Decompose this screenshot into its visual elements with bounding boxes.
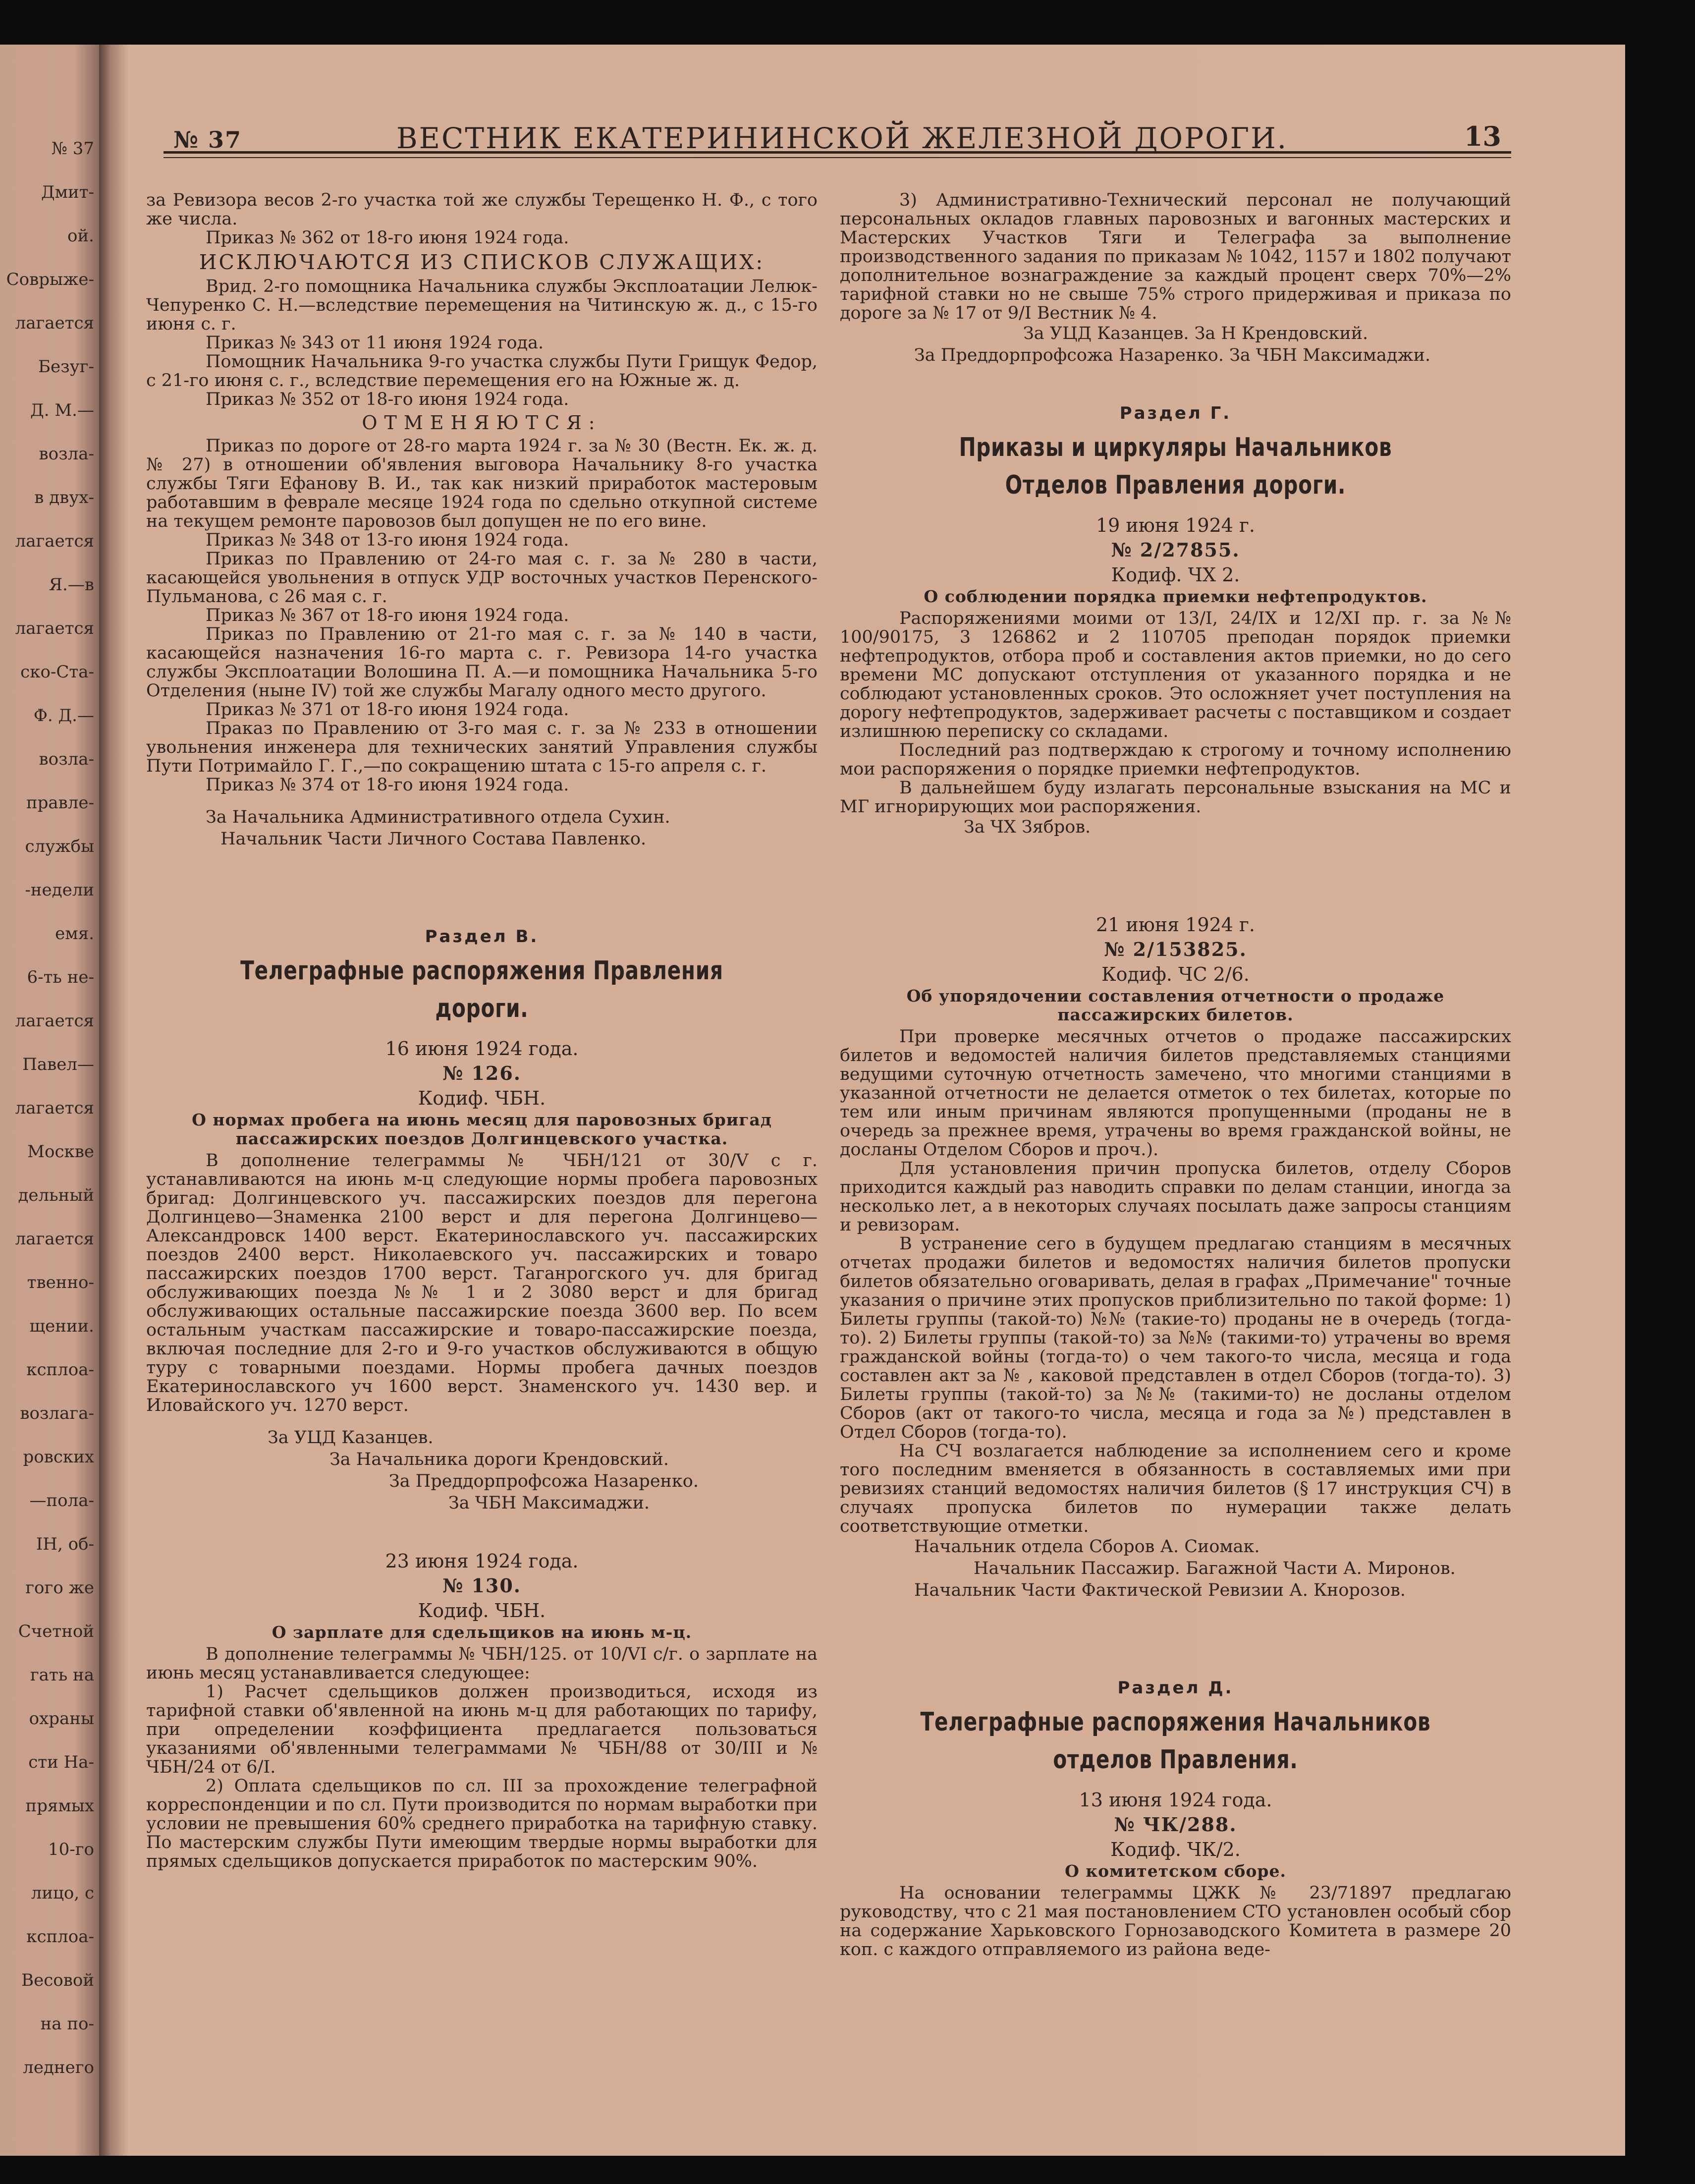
previous-page-fragment: Я.—в [49,575,94,595]
previous-page-fragment: 6-ть не- [27,967,94,987]
signature: Начальник отдела Сборов А. Сиомак. [914,1537,1260,1557]
previous-page-fragment: емя. [55,924,94,944]
telegram-number: № ЧК/288. [1114,1813,1237,1836]
previous-page-fragment: ско-Ста- [20,662,94,682]
signature: За Начальника дороги Крендовский. [329,1450,669,1469]
previous-page-fragment: дельный [18,1185,94,1205]
previous-page-fragment: щении. [29,1316,94,1336]
section-label: Раздел Г. [1119,403,1232,423]
telegram-body: В дополнение телеграммы № ЧБН/121 от 30/V с г. устанавливаются на июнь м-ц следующие нормы пробега паровозных бригад: Долгинцевского уч. пассажирских поездов для перегона Долгинцево—Знаменка 2100 верст и для перегона Долгинцево—Александровск 1400 верст. Екатеринославского уч. пассажирских поездов 2400 верст. Николаевского уч. пассажирских и товаро пассажирских поездов 1700 верст. Таганрогского уч. для бригад обслуживающих поезда №№ 1 и 2 3080 верст и для бригад обслуживающих остальные пассажирские поезда 3600 вер. По всем остальным участкам пассажирские и товаро-пассажирские поезда, включая последние для 2-го и 9-го участков обслуживаются в общую туру с товарными поездами. Нормы пробега дачных поездов Екатеринославского уч 1600 верст. Знаменского уч. 1430 вер. и Иловайского уч. 1270 верст. [146,1151,818,1415]
signature: За УЦД Казанцев. [268,1428,434,1448]
signature: За ЧБН Максимаджи. [448,1493,650,1513]
order-ref: Приказ № 374 от 18-го июня 1924 года. [206,775,569,795]
telegram-body: В дополнение телеграммы № ЧБН/125. от 10/VI с/г. о зарплате на июнь месяц устанавливается следующее: [146,1644,818,1683]
previous-page-fragment: Д. М.— [30,400,94,420]
previous-page-fragment: Соврыже- [6,270,94,289]
page-number: 13 [1464,120,1501,152]
telegram-body: На основании телеграммы ЦЖК № 23/71897 предлагаю руководству, что с 21 мая постановлением СТО установлен особый сбор на содержание Харьковского Горнозаводского Комитета в размере 20 коп. с каждого отправляемого из района веде- [840,1883,1511,1960]
order-number: № 2/27855. [1111,539,1240,561]
page-gutter [99,45,129,2156]
previous-page-fragment: на по- [40,2014,94,2034]
previous-page-fragment: № 37 [51,139,94,159]
order-number: № 2/153825. [1104,938,1247,960]
previous-page-fragment: твенно- [27,1273,94,1292]
order-body: Для установления причин пропуска билетов, отделу Сборов приходится каждый раз наводить справки по делам станции, иногда за несколько лет, а в некоторых случаях посылать даже запросы станциям и ревизорам. [840,1159,1511,1235]
previous-page-text [0,45,99,2156]
telegram-code: Кодиф. ЧБН. [418,1087,546,1109]
previous-page-fragment: возла- [39,749,94,769]
previous-page-fragment: Москве [27,1142,94,1162]
previous-page-fragment: Весовой [21,1970,94,1990]
excluded-item: Помощник Начальника 9-го участка службы Пути Грищук Федор, с 21-го июня с. г., вследствие перемещения его на Южные ж. д. [146,352,818,391]
signature: За УЦД Казанцев. За Н Крендовский. [1023,324,1368,343]
previous-page-fragment: —пола- [29,1491,94,1511]
telegram-subject: О зарплате для сдельщиков на июнь м-ц. [272,1623,692,1642]
order-subject: О соблюдении порядка приемки нефтепродуктов. [924,587,1427,606]
section-label: Раздел Д. [1117,1678,1234,1698]
previous-page-fragment: ой. [67,226,94,246]
section-label: Раздел В. [425,927,539,947]
previous-page-fragment: лагается [15,1229,94,1249]
signature: За Начальника Административного отдела Сухин. [206,807,670,827]
excluded-heading: ИСКЛЮЧАЮТСЯ ИЗ СПИСКОВ СЛУЖАЩИХ: [199,250,765,274]
previous-page-fragment: прямых [25,1796,94,1816]
previous-page-fragment: лагается [15,618,94,638]
excluded-item: Врид. 2-го помощника Начальника службы Эксплоатации Лелюк-Чепуренко С. Н.—вследствие перемещения на Читинскую ж. д., с 15-го июня с. г. [146,277,818,334]
previous-page-fragment: -недели [25,880,94,900]
order-date: 21 июня 1924 г. [1096,914,1255,936]
previous-page-fragment: Павел— [22,1055,94,1074]
previous-page-fragment: сти На- [28,1752,94,1772]
order-body: В устранение сего в будущем предлагаю станциям в месячных отчетах продажи билетов и ведомостях наличия билетов пропуски билетов обязательно оговаривать, делая в графах „Примечание" точные указания о причине этих пропусков приблизительно по такой форме: 1) Билеты группы (такой-то) №№ (такие-то) проданы не в очередь (тогда-то). 2) Билеты группы (такой-то) за №№ (такими-то) утрачены во время гражданской войны (тогда-то) о чем такого-то числа, месяца и года составлен акт за № , каковой представлен в отдел Сборов (тогда-то). 3) Билеты группы (такой-то) за №№ (такими-то) не досланы отделом Сборов (акт от такого-то числа, месяца и года за №) представлен в Отдел Сборов (тогда-то). [840,1234,1511,1442]
previous-page-fragment: службы [25,837,94,856]
previous-page-fragment: леднего [23,2058,94,2077]
telegram-date: 13 июня 1924 года. [1079,1789,1272,1811]
signature: За Преддорпрофсожа Назаренко. За ЧБН Максимаджи. [914,345,1431,365]
order-ref: Приказ № 343 от 11 июня 1924 года. [206,333,544,353]
telegram-body: 2) Оплата сдельщиков по сл. III за прохождение телеграфной корреспонденции и по сл. Пути производится по нормам выработки при условии не превышения 60% среднего приработка на тарифную ставку. По мастерским службы Пути имеющим твердые нормы выработки для прямых сдельщиков допускается приработок по мастерским 90%. [146,1776,818,1871]
previous-page-fragment: Ф. Д.— [33,706,94,726]
intro-text: за Ревизора весов 2-го участка той же службы Терещенко Н. Ф., с того же числа. [146,190,818,229]
previous-page-fragment: лагается [15,1098,94,1118]
telegram-number: № 126. [442,1062,522,1084]
telegram-code: Кодиф. ЧБН. [418,1600,546,1622]
signature: Начальник Части Личного Состава Павленко. [220,829,647,849]
order-body: При проверке месячных отчетов о продаже пассажирских билетов и ведомостей наличия билетов представляемых станциями ведущими суточную отчетность замечено, что многими станциями в указанной отчетности не делается отметок о тех билетах, которые по тем или иным причинам являются пропущенными (проданы не в очередь за прежнее время, утрачены во время гражданской войны, не досланы Отделом Сборов и проч.). [840,1027,1511,1160]
cancel-item: Приказ по Правлению от 21-го мая с. г. за № 140 в части, касающейся назначения 16-го марта с. г. Ревизора 14-го участка службы Эксплоатации Волошина П. А.—и помощника Начальника 5-го Отделения (ныне IV) той же службы Магалу одного место другого. [146,624,818,701]
previous-page-edge [0,45,104,2156]
issue-number: № 37 [173,126,242,153]
previous-page-fragment: ксплоа- [26,1927,94,1947]
telegram-code: Кодиф. ЧК/2. [1110,1839,1241,1860]
order-code: Кодиф. ЧС 2/6. [1101,963,1250,985]
previous-page-fragment: лагается [15,1011,94,1031]
telegram-subject: О нормах пробега на июнь месяц для паровозных бригад пассажирских поездов Долгинцевского участка. [192,1110,772,1148]
previous-page-fragment: гого же [25,1578,94,1598]
publication-title: ВЕСТНИК ЕКАТЕРИНИНСКОЙ ЖЕЛЕЗНОЙ ДОРОГИ. [396,121,1288,155]
section-title: Телеграфные распоряжения Правления дороги. [240,956,723,1023]
signature: За Преддорпрофсожа Назаренко. [389,1471,699,1491]
signature: Начальник Части Фактической Ревизии А. Кнорозов. [914,1580,1406,1600]
continued-body: 3) Административно-Технический персонал не получающий персональных окладов главных паровозных и вагонных мастерских и Мастерских Участков Тяги и Телеграфа за выполнение производственного задания по приказам № 1042, 1157 и 1802 получают дополнительное вознаграждение за каждый процент сверх 70%—2% тарифной ставки но не свыше 75% строго придерживая и приказа по дороге за № 17 от 9/I Вестник № 4. [840,190,1511,323]
order-ref: Приказ № 348 от 13-го июня 1924 года. [206,530,569,550]
signature: За ЧХ Зябров. [964,817,1091,837]
cancel-item: Приказ по дороге от 28-го марта 1924 г. за № 30 (Вестн. Ек. ж. д. № 27) в отношении об'явления выговора Начальнику 8-го участка службы Тяги Ефанову В. И., так как низкий приработок мастеровым работавшим в феврале месяце 1924 года по сдельно откупной системе на текущем ремонте паровозов был допущен не по его вине. [146,436,818,531]
telegram-body: 1) Расчет сдельщиков должен производиться, исходя из тарифной ставки об'явленной на июнь м-ц для работающих по тарифу, при определении коэффициента предлагается пользоваться указаниями об'явленными телеграммами № ЧБН/88 от 30/III и № ЧБН/24 от 6/I. [146,1682,818,1777]
section-title: Телеграфные распоряжения Начальников отделов Правления. [920,1707,1431,1775]
order-ref: Приказ № 371 от 18-го июня 1924 года. [206,700,569,720]
telegram-subject: О комитетском сборе. [1065,1861,1286,1881]
cancel-heading: ОТМЕНЯЮТСЯ: [362,412,602,434]
previous-page-fragment: возлага- [20,1403,94,1423]
order-ref: Приказ № 362 от 18-го июня 1924 года. [206,228,569,248]
previous-page-fragment: лагается [15,531,94,551]
cancel-item: Приказ по Правлению от 24-го мая с. г. за № 280 в части, касающейся увольнения в отпуск УДР восточных участков Перенского-Пульманова, с 26 мая с. г. [146,549,818,607]
order-code: Кодиф. ЧХ 2. [1111,564,1240,586]
order-ref: Приказ № 352 от 18-го июня 1924 года. [206,390,569,409]
order-body: Последний раз подтверждаю к строгому и точному исполнению мои распоряжения о порядке приемки нефтепродуктов. [840,740,1511,779]
order-subject: Об упорядочении составления отчетности о продаже пассажирских билетов. [906,986,1445,1024]
previous-page-fragment: возла- [39,444,94,464]
previous-page-fragment: правле- [26,793,94,813]
order-body: На СЧ возлагается наблюдение за исполнением сего и кроме того последним вменяется в обязанность в составляемых ими при ревизиях станций ведомостях наличия билетов (§ 17 инструкция СЧ) в случаях пропуска билетов по нумерации также делать соответствующие отметки. [840,1441,1511,1536]
previous-page-fragment: 10-го [48,1840,94,1859]
telegram-number: № 130. [442,1574,522,1597]
section-title: Приказы и циркуляры Начальников Отделов Правления дороги. [959,433,1392,500]
order-body: В дальнейшем буду излагать персональные взыскания на МС и МГ игнорирующих мои распоряжения. [840,778,1511,817]
telegram-date: 16 июня 1924 года. [385,1038,579,1060]
previous-page-fragment: охраны [29,1709,94,1729]
signature: Начальник Пассажир. Багажной Части А. Миронов. [974,1559,1456,1578]
right-column [840,191,1511,1959]
order-ref: Приказ № 367 от 18-го июня 1924 года. [206,606,569,625]
order-date: 19 июня 1924 г. [1096,514,1255,536]
previous-page-fragment: Безуг- [38,357,94,377]
left-column [146,191,818,1871]
previous-page-fragment: гать на [30,1665,94,1685]
previous-page-fragment: ровских [23,1447,94,1467]
page-header [164,87,1511,154]
previous-page-fragment: лицо, с [31,1883,94,1903]
previous-page-fragment: ІН, об- [36,1534,94,1554]
cancel-item: Праказ по Правлению от 3-го мая с. г. за № 233 в отношении увольнения инженера для технических занятий Управления службы Пути Потримайло Г. Г.,—по сокращению штата с 15-го апреля с. г. [146,719,818,776]
previous-page-fragment: Дмит- [41,182,94,202]
previous-page-fragment: ксплоа- [26,1360,94,1380]
previous-page-fragment: в двух- [34,488,94,507]
telegram-date: 23 июня 1924 года. [385,1550,579,1572]
previous-page-fragment: лагается [15,313,94,333]
order-body: Распоряжениями моими от 13/I, 24/IX и 12/XI пр. г. за №№ 100/90175, 3 126862 и 2 110705 преподан порядок приемки нефтепродуктов, отбора проб и составления актов приемки, но до сего времени МС допускают отступления от указанного порядка и не соблюдают установленных сроков. Это осложняет учет поступления на дорогу нефтепродуктов, задерживает расчеты с поставщиком и создает излишнюю переписку со складами. [840,609,1511,741]
previous-page-fragment: Счетной [18,1622,94,1641]
